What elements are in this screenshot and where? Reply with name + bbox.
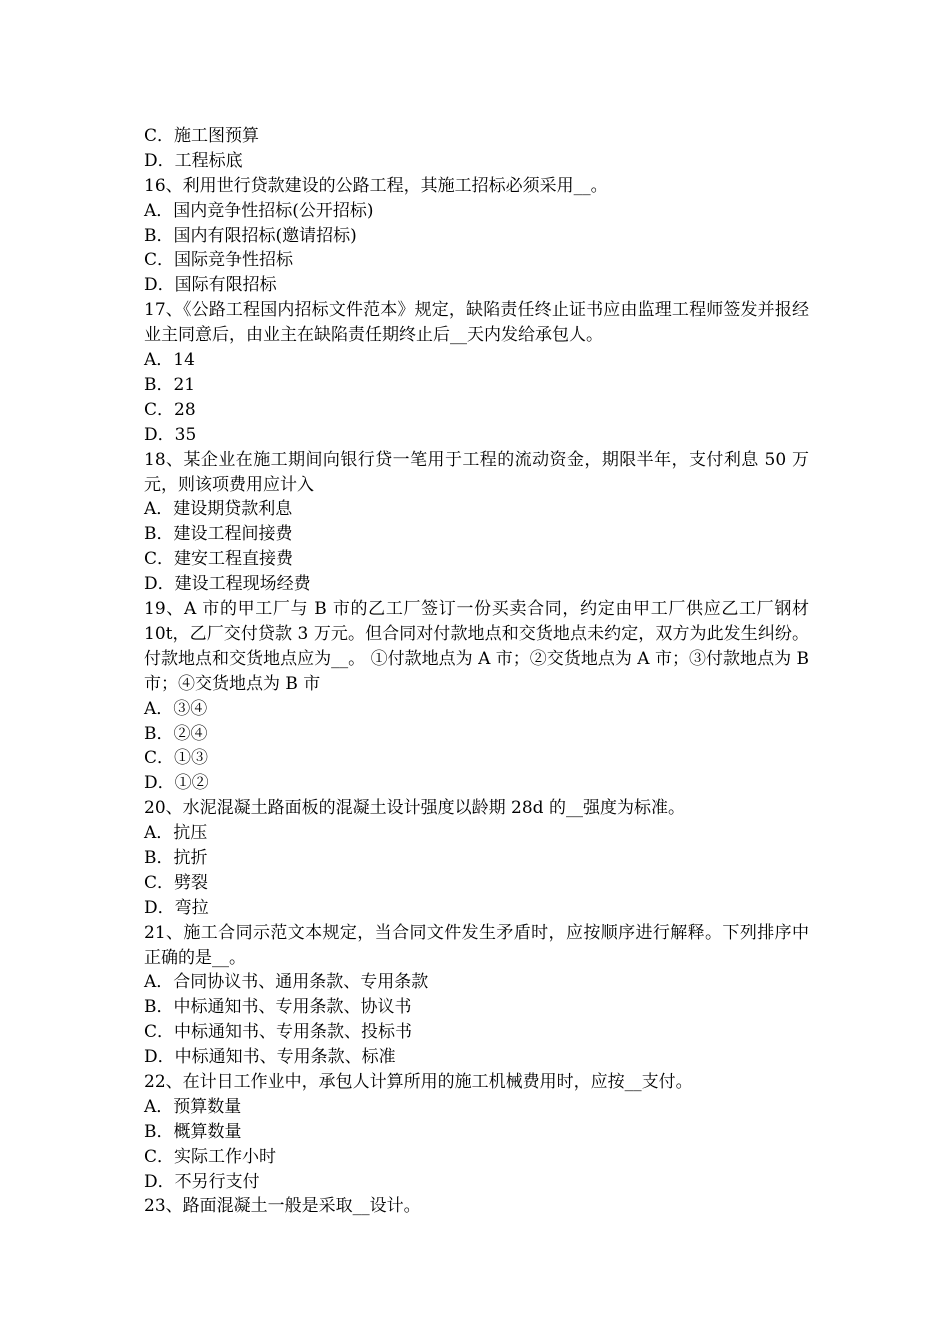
answer-option: B．②④ — [144, 723, 208, 744]
answer-option: A．14 — [144, 350, 195, 371]
question-stem: 21、施工合同示范文本规定，当合同文件发生矛盾时，应按顺序进行解释。下列排序中正确的是__。 — [144, 922, 809, 968]
answer-option: A．国内竞争性招标(公开招标) — [144, 200, 374, 221]
answer-option: B．21 — [144, 374, 196, 395]
answer-option: D．工程标底 — [144, 150, 243, 171]
question-stem: 22、在计日工作业中，承包人计算所用的施工机械费用时，应按__支付。 — [144, 1072, 693, 1092]
answer-option: B．抗折 — [144, 847, 208, 868]
answer-option: D．建设工程现场经费 — [144, 574, 311, 595]
answer-option: B．概算数量 — [144, 1121, 242, 1142]
answer-option: B．国内有限招标(邀请招标) — [144, 225, 357, 246]
question-stem: 16、利用世行贷款建设的公路工程，其施工招标必须采用__。 — [144, 175, 608, 196]
question-stem: 20、水泥混凝土路面板的混凝土设计强度以龄期 28d 的__强度为标准。 — [144, 798, 685, 819]
answer-option: D．不另行支付 — [144, 1171, 260, 1192]
question-stem: 17、《公路工程国内招标文件范本》规定，缺陷责任终止证书应由监理工程师签发并报经业主同意后，由业主在缺陷责任期终止后__天内发给承包人。 — [144, 300, 809, 346]
answer-option: A．合同协议书、通用条款、专用条款 — [144, 972, 429, 993]
answer-option: C．①③ — [144, 748, 209, 769]
answer-option: C．施工图预算 — [144, 126, 260, 146]
answer-option: A．抗压 — [144, 823, 208, 844]
answer-option: B．中标通知书、专用条款、协议书 — [144, 997, 412, 1018]
answer-option: A．预算数量 — [144, 1096, 242, 1117]
question-stem: 19、A 市的甲工厂与 B 市的乙工厂签订一份买卖合同，约定由甲工厂供应乙工厂钢材 10t，乙厂交付贷款 3 万元。但合同对付款地点和交货地点未约定，双方为此发生纠纷。付款地点和交货地点应为__。 ①付款地点为 A 市；②交货地点为 A 市；③付款地点为 B 市；④交货地点为 B 市 — [144, 598, 809, 694]
answer-option: C．实际工作小时 — [144, 1146, 277, 1167]
document-body — [144, 124, 809, 1219]
answer-option: D．国际有限招标 — [144, 275, 277, 296]
question-stem: 18、某企业在施工期间向银行贷一笔用于工程的流动资金，期限半年，支付利息 50 万元，则该项费用应计入 — [144, 449, 809, 495]
answer-option: A．③④ — [144, 698, 208, 719]
answer-option: C．28 — [144, 399, 196, 420]
answer-option: C．中标通知书、专用条款、投标书 — [144, 1022, 413, 1043]
answer-option: B．建设工程间接费 — [144, 524, 293, 545]
answer-option: D．弯拉 — [144, 897, 209, 918]
answer-option: C．国际竞争性招标 — [144, 250, 294, 271]
answer-option: D．①② — [144, 773, 209, 794]
answer-option: D．中标通知书、专用条款、标准 — [144, 1047, 396, 1068]
answer-option: C．劈裂 — [144, 872, 209, 893]
answer-option: C．建安工程直接费 — [144, 549, 294, 570]
answer-option: A．建设期贷款利息 — [144, 499, 293, 520]
question-stem: 23、路面混凝土一般是采取__设计。 — [144, 1196, 421, 1217]
answer-option: D．35 — [144, 424, 197, 445]
